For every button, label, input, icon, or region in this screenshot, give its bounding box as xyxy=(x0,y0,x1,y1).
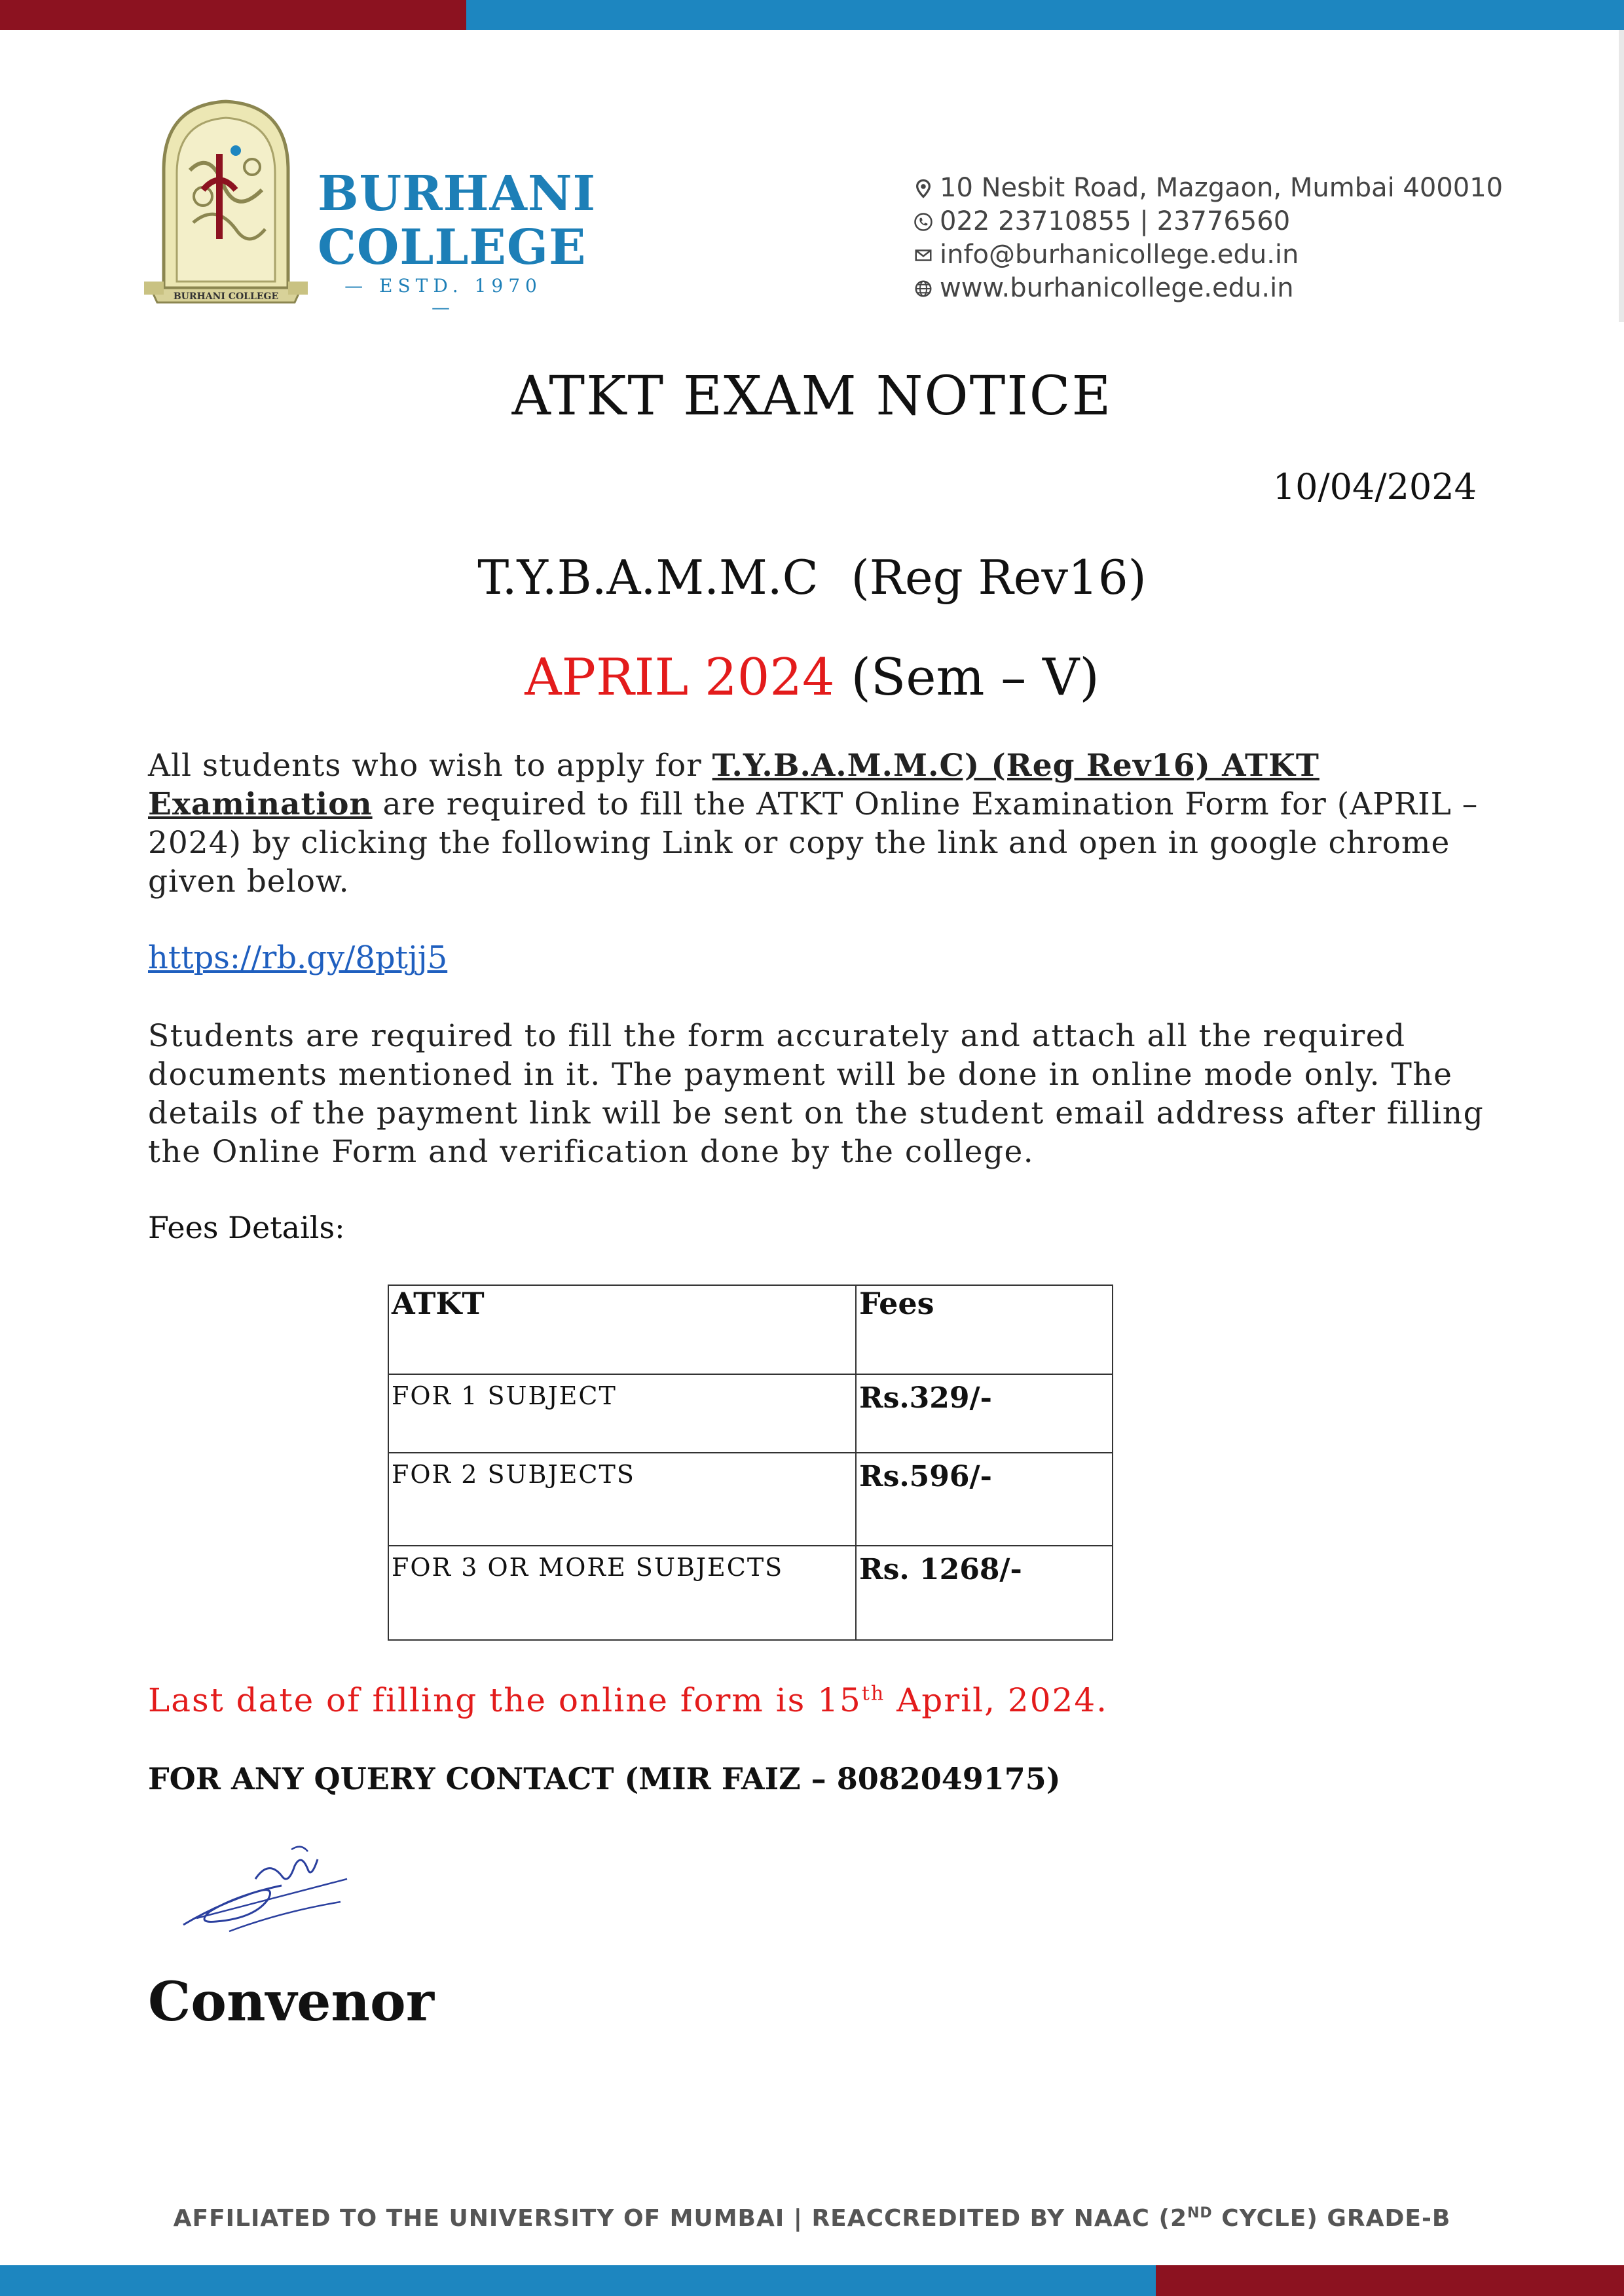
contact-phone xyxy=(913,205,1503,238)
contact-block xyxy=(913,172,1503,305)
table-header-row xyxy=(388,1285,1113,1374)
contact-email xyxy=(913,238,1503,272)
subject-cell: FOR 2 SUBJECTS xyxy=(392,1460,635,1489)
para1-prefix: All students who wish to apply for xyxy=(148,748,712,784)
signature xyxy=(177,1840,360,1938)
session-semester: (Sem – V) xyxy=(851,648,1099,707)
header-atkt: ATKT xyxy=(388,1285,856,1374)
payment-paragraph: Students are required to fill the form accurately and attach all the required documents mentioned in it. The payment will be done in online mode only. The details of the payment link will be sent on the student email address after filling the Online Form and verification done by the college. xyxy=(148,1018,1485,1170)
college-name-line2: COLLEGE xyxy=(318,219,587,276)
table-row xyxy=(388,1374,1113,1453)
phone-icon xyxy=(913,212,933,232)
session-month: APRIL 2024 xyxy=(525,648,835,707)
course-code: T.Y.B.A.M.M.C xyxy=(477,550,819,605)
established-year: — ESTD. 1970 — xyxy=(344,275,542,318)
last-date-notice: Last date of filling the online form is 15th April, 2024. xyxy=(148,1681,1109,1719)
contact-website xyxy=(913,272,1503,305)
signature-icon xyxy=(177,1840,360,1938)
subject-cell: FOR 1 SUBJECT xyxy=(392,1381,617,1410)
contact-address xyxy=(913,172,1503,205)
table-row xyxy=(388,1546,1113,1640)
college-name xyxy=(318,167,596,274)
footer-accreditation: AFFILIATED TO THE UNIVERSITY OF MUMBAI | REACCREDITED BY NAAC (2ND CYCLE) GRADE-B xyxy=(173,2205,1451,2232)
notice-title: ATKT EXAM NOTICE xyxy=(511,365,1113,428)
subject-cell: FOR 3 OR MORE SUBJECTS xyxy=(392,1553,784,1582)
logo-caption: BURHANI COLLEGE xyxy=(173,291,279,302)
instruction-paragraph xyxy=(148,746,1490,901)
address-text: 10 Nesbit Road, Mazgaon, Mumbai 400010 xyxy=(940,173,1504,203)
college-crest-icon xyxy=(138,92,314,308)
course-heading xyxy=(0,550,1624,605)
query-contact: FOR ANY QUERY CONTACT (MIR FAIZ – 8082049175) xyxy=(148,1761,1061,1796)
top-bar-red xyxy=(0,0,466,30)
fees-details-label: Fees Details: xyxy=(148,1210,345,1245)
notice-date: 10/04/2024 xyxy=(1272,466,1477,507)
fee-cell: Rs.329/- xyxy=(859,1381,992,1415)
website-link[interactable]: www.burhanicollege.edu.in xyxy=(940,273,1294,303)
phone-text: 022 23710855 | 23776560 xyxy=(940,206,1291,236)
globe-icon xyxy=(913,279,933,299)
location-pin-icon xyxy=(913,179,933,198)
exam-name: T.Y.B.A.M.M.C) (Reg Rev16) ATKT Examination xyxy=(148,748,1320,822)
exam-form-link[interactable]: https://rb.gy/8ptjj5 xyxy=(148,939,448,976)
college-name-line1: BURHANI xyxy=(318,166,597,222)
header-fees: Fees xyxy=(856,1285,1113,1374)
para1-rest: are required to fill the ATKT Online Examination Form for (APRIL – 2024) by clicking the following Link or copy the link and open in google chrome given below. xyxy=(148,786,1479,900)
course-regulation: (Reg Rev16) xyxy=(851,550,1147,605)
table-row xyxy=(388,1453,1113,1546)
signatory-title: Convenor xyxy=(148,1971,434,2033)
fee-cell: Rs.596/- xyxy=(859,1460,992,1493)
mail-icon xyxy=(913,246,933,265)
bottom-bar-blue xyxy=(0,2265,1156,2296)
fee-cell: Rs. 1268/- xyxy=(859,1553,1022,1586)
header-edge xyxy=(1619,30,1624,322)
fees-table xyxy=(388,1285,1113,1641)
session-heading xyxy=(0,648,1624,707)
top-bar-blue xyxy=(466,0,1624,30)
bottom-bar-red xyxy=(1156,2265,1624,2296)
college-logo xyxy=(138,92,314,308)
email-link[interactable]: info@burhanicollege.edu.in xyxy=(940,240,1299,270)
